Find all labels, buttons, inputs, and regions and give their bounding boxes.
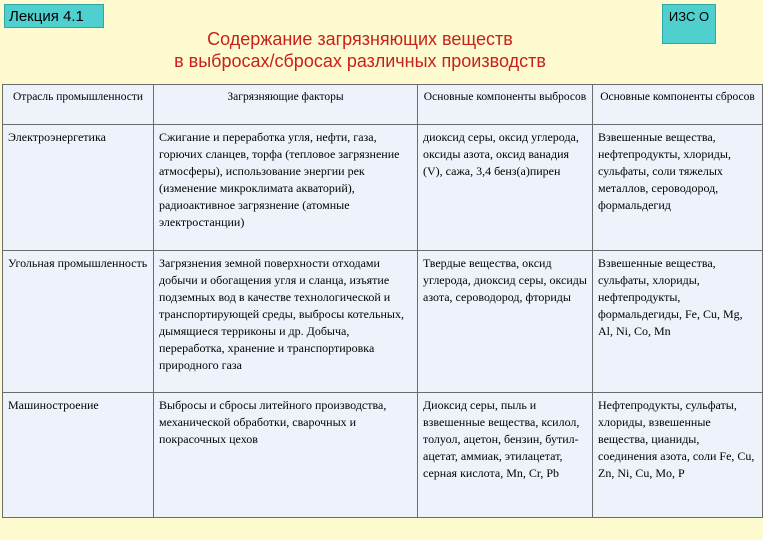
course-badge: ИЗС О	[662, 4, 716, 44]
cell-discharges: Нефтепродукты, сульфаты, хлориды, взвешенные вещества, цианиды, соединения азота, соли Fe, Cu, Zn, Ni, Cu, Mo, P	[593, 393, 763, 518]
lecture-badge: Лекция 4.1	[4, 4, 104, 28]
cell-industry: Угольная промышленность	[3, 251, 154, 393]
table-row	[3, 251, 763, 393]
pollutants-table-container	[2, 84, 755, 518]
table-row	[3, 125, 763, 251]
cell-discharges: Взвешенные вещества, сульфаты, хлориды, нефтепродукты, формальдегиды, Fe, Cu, Mg, Al, Ni, Co, Mn	[593, 251, 763, 393]
header-emissions: Основные компоненты выбросов	[418, 85, 593, 125]
pollutants-table	[2, 84, 763, 518]
cell-factors: Сжигание и переработка угля, нефти, газа, горючих сланцев, торфа (тепловое загрязнение атмосферы), использование энергии рек (изменение микроклимата акваторий), радиоактивное загрязнение (атомные электростанции)	[154, 125, 418, 251]
cell-emissions: диоксид серы, оксид углерода, оксиды азота, оксид ванадия (V), сажа, 3,4 бенз(а)пирен	[418, 125, 593, 251]
cell-emissions: Твердые вещества, оксид углерода, диоксид серы, оксиды азота, сероводород, фториды	[418, 251, 593, 393]
cell-industry: Электроэнергетика	[3, 125, 154, 251]
title-line-2: в выбросах/сбросах различных производств	[174, 51, 546, 71]
table-row	[3, 393, 763, 518]
slide-title	[0, 28, 720, 72]
header-industry: Отрасль промышленности	[3, 85, 154, 125]
cell-emissions: Диоксид серы, пыль и взвешенные вещества, ксилол, толуол, ацетон, бензин, бутил-ацетат, аммиак, этилацетат, серная кислота, Mn, Cr, Pb	[418, 393, 593, 518]
title-line-1: Содержание загрязняющих веществ	[207, 29, 513, 49]
cell-factors: Загрязнения земной поверхности отходами добычи и обогащения угля и сланца, изъятие подземных вод в качестве технологической и транспортирующей среды, выбросы котельных, дымящиеся терриконы и др. Добыча, переработка, хранение и транспортировка природного газа	[154, 251, 418, 393]
cell-factors: Выбросы и сбросы литейного производства, механической обработки, сварочных и покрасочных цехов	[154, 393, 418, 518]
table-header-row	[3, 85, 763, 125]
header-factors: Загрязняющие факторы	[154, 85, 418, 125]
cell-industry: Машиностроение	[3, 393, 154, 518]
cell-discharges: Взвешенные вещества, нефтепродукты, хлориды, сульфаты, соли тяжелых металлов, сероводород, формальдегид	[593, 125, 763, 251]
header-discharges: Основные компоненты сбросов	[593, 85, 763, 125]
